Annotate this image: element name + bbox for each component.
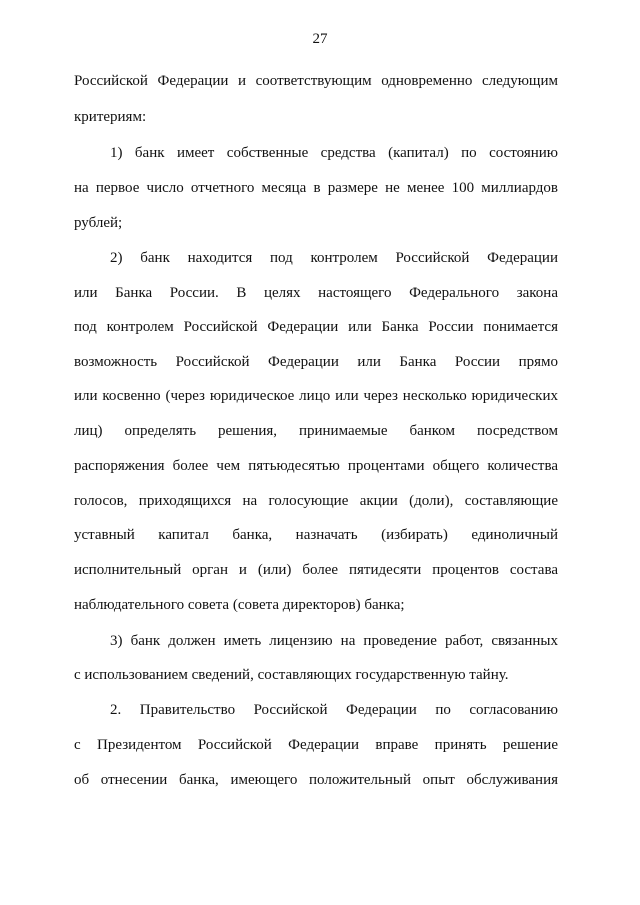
text-line: возможность Российской Федерации или Банка России прямо	[74, 354, 558, 370]
text-line: уставный капитал банка, назначать (избирать) единоличный	[74, 527, 558, 543]
text-line: 1) банк имеет собственные средства (капитал) по состоянию	[110, 145, 558, 161]
text-line: на первое число отчетного месяца в размере не менее 100 миллиардов	[74, 180, 558, 196]
text-line: наблюдательного совета (совета директоров) банка;	[74, 597, 405, 613]
text-line: критериям:	[74, 109, 147, 125]
text-line: или косвенно (через юридическое лицо или через несколько юридических	[74, 388, 558, 404]
text-line: лиц) определять решения, принимаемые банком посредством	[74, 423, 558, 439]
text-line: рублей;	[74, 215, 123, 231]
text-line: 2) банк находится под контролем Российской Федерации	[110, 250, 558, 266]
text-line: 3) банк должен иметь лицензию на проведение работ, связанных	[110, 633, 558, 649]
text-line: или Банка России. В целях настоящего Федерального закона	[74, 285, 558, 301]
text-line: исполнительный орган и (или) более пятидесяти процентов состава	[74, 562, 558, 578]
page-number: 27	[312, 31, 328, 47]
text-line: голосов, приходящихся на голосующие акции (доли), составляющие	[74, 493, 558, 509]
text-line: с использованием сведений, составляющих государственную тайну.	[74, 667, 509, 683]
text-line: Российской Федерации и соответствующим одновременно следующим	[74, 73, 558, 89]
text-line: распоряжения более чем пятьюдесятью процентами общего количества	[74, 458, 558, 474]
text-line: с Президентом Российской Федерации вправе принять решение	[74, 737, 558, 753]
text-line: под контролем Российской Федерации или Банка России понимается	[74, 319, 558, 335]
text-line: 2. Правительство Российской Федерации по согласованию	[110, 702, 558, 718]
text-line: об отнесении банка, имеющего положительный опыт обслуживания	[74, 772, 558, 788]
